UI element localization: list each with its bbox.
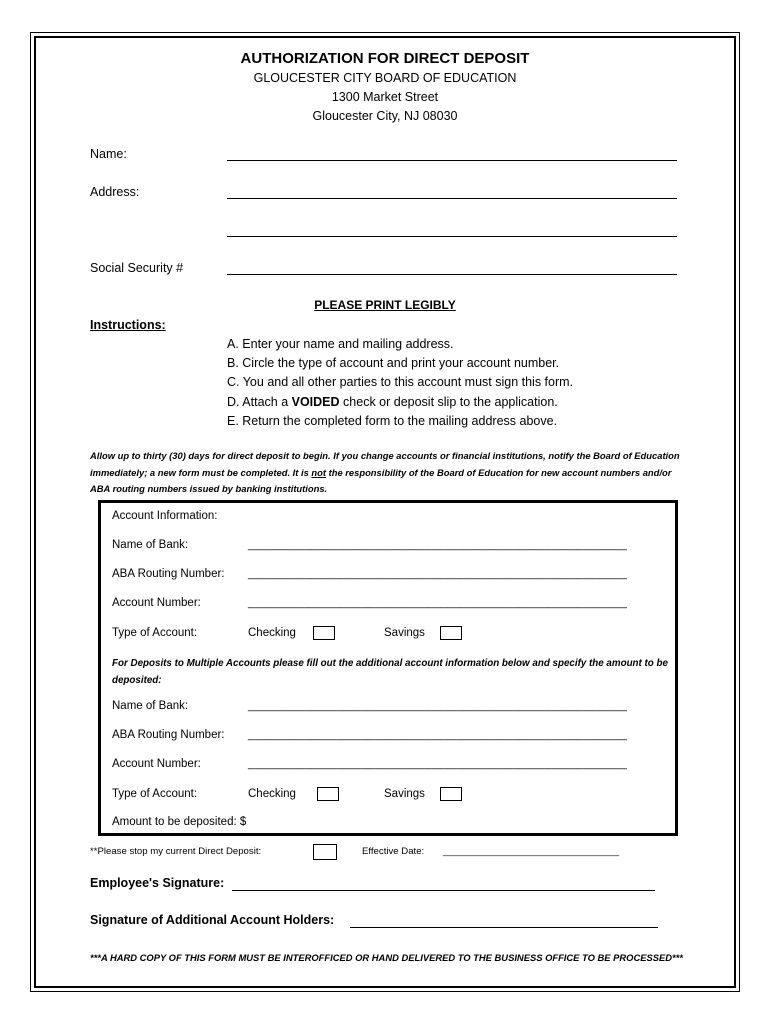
print-legibly-notice: PLEASE PRINT LEGIBLY [314,298,456,312]
bank-name-field-2[interactable]: ____________________________________________________________ [248,700,628,712]
account-type-label: Type of Account: [112,627,198,639]
savings-label-2: Savings [384,788,425,800]
instruction-item-text: D. Attach a [227,394,292,409]
form-title: AUTHORIZATION FOR DIRECT DEPOSIT [240,50,530,67]
instruction-item: C. You and all other parties to this account must sign this form. [227,375,574,390]
name-label: Name: [90,147,127,161]
account-info-heading: Account Information: [112,510,218,522]
org-city: Gloucester City, NJ 08030 [312,109,458,123]
instruction-item: E. Return the completed form to the mailing address above. [227,413,558,428]
name-field[interactable] [227,160,677,161]
instructions-list [227,335,573,431]
org-name: GLOUCESTER CITY BOARD OF EDUCATION [253,71,517,85]
address-label: Address: [90,185,140,199]
ssn-field[interactable] [227,274,677,275]
address-field-line1[interactable] [227,198,677,199]
account-number-field[interactable]: ____________________________________________________________ [248,597,628,609]
instruction-item-text: check or deposit slip to the application. [339,394,558,409]
multiple-accounts-note: For Deposits to Multiple Accounts please fill out the additional account information below and specify the amount to be deposited: [112,658,668,686]
instruction-item: A. Enter your name and mailing address. [227,337,454,351]
aba-routing-label: ABA Routing Number: [112,568,225,580]
instruction-item: B. Circle the type of account and print your account number. [227,356,560,371]
instructions-heading: Instructions: [90,318,166,332]
bank-name-label: Name of Bank: [112,539,189,551]
effective-date-field[interactable]: _________________________________ [443,846,620,857]
bank-name-label-2: Name of Bank: [112,700,189,712]
employee-signature-field[interactable] [232,890,655,891]
voided-emphasis: VOIDED [291,394,340,409]
account-number-label-2: Account Number: [112,758,201,770]
processing-notice-text: Allow up to thirty (30) days for direct deposit to begin. If you change accounts or financial institutions, notify the Board of Education immediately; a new form must be completed. It is [90,450,680,478]
instruction-item [227,393,573,412]
account-number-label: Account Number: [112,597,201,609]
employee-signature-label: Employee's Signature: [90,876,225,890]
address-field-line2[interactable] [227,236,677,237]
effective-date-label: Effective Date: [362,846,425,857]
aba-routing-field[interactable]: ____________________________________________________________ [248,568,628,580]
additional-signature-field[interactable] [350,927,658,928]
checking-label: Checking [248,627,296,639]
additional-signature-label: Signature of Additional Account Holders: [90,913,335,927]
processing-notice [90,448,690,498]
checking-checkbox-2[interactable] [317,787,339,801]
checking-checkbox[interactable] [313,626,335,640]
hard-copy-notice: ***A HARD COPY OF THIS FORM MUST BE INTEROFFICED OR HAND DELIVERED TO THE BUSINESS OFFICE TO BE PROCESSED*** [90,952,683,963]
account-type-label-2: Type of Account: [112,788,198,800]
checking-label-2: Checking [248,788,296,800]
stop-deposit-label: **Please stop my current Direct Deposit: [90,846,262,857]
stop-deposit-checkbox[interactable] [313,844,337,860]
amount-deposited-label: Amount to be deposited: $ [112,816,247,828]
processing-notice-text: the responsibility of the Board of Education for new account numbers and/or ABA routing numbers issued by banking institutions. [90,466,672,494]
aba-routing-label-2: ABA Routing Number: [112,729,225,741]
bank-name-field[interactable]: ____________________________________________________________ [248,539,628,551]
savings-label: Savings [384,627,425,639]
ssn-label: Social Security # [90,261,184,275]
savings-checkbox-2[interactable] [440,787,462,801]
not-emphasis: not [311,466,326,478]
savings-checkbox[interactable] [440,626,462,640]
aba-routing-field-2[interactable]: ____________________________________________________________ [248,729,628,741]
account-number-field-2[interactable]: ____________________________________________________________ [248,758,628,770]
org-street: 1300 Market Street [331,90,439,104]
